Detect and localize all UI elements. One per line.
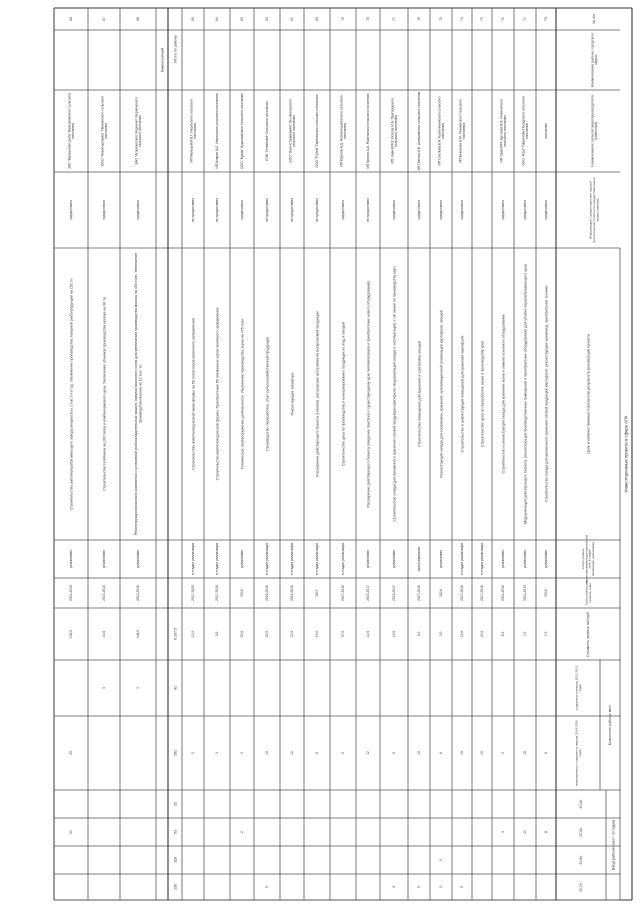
row-70-status: реализован: [544, 550, 549, 568]
row-76-planned: 10: [417, 751, 422, 755]
row-76-year-2017г.: 5: [417, 886, 422, 888]
header-year-2014г.: 2014г.: [579, 799, 584, 809]
row-77-term: 2015-2017: [392, 585, 397, 601]
row-85-info: не предоставил: [191, 197, 196, 223]
header-org: Наименование сельхозтоваропроизводителя(инвестора): [590, 95, 599, 167]
row-86-no: 86: [136, 17, 141, 21]
row-73-no: 73: [480, 17, 485, 21]
row-81-planned: 12: [290, 751, 295, 755]
row-78-status: реализован: [366, 550, 371, 568]
subtotal-year-2014г.: 23: [173, 802, 178, 806]
row-79-no: 79: [341, 17, 346, 21]
row-70-cost: 7,0: [544, 631, 549, 637]
investment-table: [54, 8, 632, 900]
row-74-year-2017г.: 5: [460, 886, 465, 888]
row-81-goal: Реконструкция элеватора: [290, 372, 295, 416]
row-80-cost: 10,0: [315, 630, 320, 638]
row-85-goal: Строительство животноводческой мини-фермы на 50 голов коров молочного направления: [191, 318, 196, 470]
row-82-goal: Производство, переработка, сбыт сельскохозяйственной продукции: [265, 337, 270, 451]
row-88-year-2015г.: 20: [69, 830, 74, 834]
row-82-org: СПК "Ленинский" Сельского поселения: [265, 101, 270, 161]
row-70-info: предоставил: [544, 200, 549, 220]
row-88-org: ЗАО "Камешково рыба" Камешковского сельскогопоселения: [67, 92, 76, 170]
row-86-created: 3: [136, 687, 141, 689]
row-71-status: реализован: [523, 550, 528, 568]
row-87-created: 5: [102, 687, 107, 689]
row-81-info: не предоставил: [290, 197, 295, 223]
row-80-no: 80: [315, 17, 320, 21]
row-86-goal: Реконструкция молочного комплекса с установкой рыбоохладительных машин. Закупка молочного скота для увеличения производства молока на 450 тонн. Увеличениепроизводства молока на 12 тыс. тн: [134, 252, 143, 536]
row-83-no: 83: [240, 17, 245, 21]
row-80-org: ООО "Рубеж" Гарбовского сельского поселения: [315, 94, 320, 168]
subtotal-year-2017г.: 136: [173, 884, 178, 890]
row-74-no: 74: [460, 17, 465, 21]
row-82-cost: 40,0: [265, 630, 270, 638]
row-71-cost: 7,0: [523, 631, 528, 637]
header-info: Информация о предоставлении годовойбухгалтерской отчетности (предоставлена/непредоставлена): [588, 177, 600, 243]
row-72-info: предоставил: [501, 200, 506, 220]
row-73-status: в стадии реализации: [480, 542, 485, 576]
row-75-term: 2016: [439, 589, 444, 597]
row-84-org: ИП Азаров А.С. Нерльского сельского поселения: [215, 93, 220, 169]
row-87-no: 87: [102, 17, 107, 21]
row-74-goal: Строительство и реконструкция помещений для хранения картофеля: [460, 335, 465, 453]
header-jobs-planned: планируемых к созданию в период 2014-2020годах: [574, 720, 582, 786]
row-83-year-2015г.: 2: [240, 831, 245, 833]
row-83-planned: 2: [240, 752, 245, 754]
row-84-info: не предоставил: [215, 197, 220, 223]
row-71-goal: Модернизация действующего бизнеса, реконструкция производственных помещений и приобретение оборудования для убойно-перерабатывающего цеха: [523, 264, 528, 524]
row-75-no: 75: [439, 17, 444, 21]
row-72-no: 72: [501, 17, 506, 21]
row-71-year-2015г.: 10: [523, 830, 528, 834]
row-72-year-2015г.: 3: [501, 831, 506, 833]
row-81-term: 2016-2018: [290, 585, 295, 601]
row-81-cost: 12,0: [290, 630, 295, 638]
row-70-org: поселение: [544, 122, 549, 140]
row-83-status: реализован: [240, 550, 245, 568]
row-75-goal: Реконструкция склада для сортировки, хранения, культивационной реализации картофеля, овощей: [439, 310, 444, 478]
row-80-status: в стадии реализации: [315, 542, 320, 576]
row-79-planned: 5: [341, 752, 346, 754]
row-76-term: 2017-2018: [417, 585, 422, 601]
row-88-goal: Строительство рыбоперерабатывающего завода мощностью 1 тыс.тн в год. Увеличение производства товарной рыбопродукции на 152 тн.: [69, 277, 74, 511]
row-71-term: 2014-2015: [523, 585, 528, 601]
row-70-no: 70: [544, 17, 549, 21]
row-78-org: ИП Кротов А.А. Раменского сельского поселения: [366, 93, 371, 169]
row-81-status: в стадии реализации: [290, 542, 295, 576]
row-76-cost: 5,0: [417, 631, 422, 637]
row-70-year-2015г.: 8: [544, 831, 549, 833]
header-district: Наименование района, городскогоокруга: [590, 32, 599, 88]
row-78-info: не предоставил: [366, 197, 371, 223]
row-88-cost: 100,0: [69, 629, 74, 639]
header-year-2017г.: 2017г.: [579, 882, 584, 892]
row-87-org: ООО "Новоподгорное" Пенкинского сельскогопоселения: [100, 95, 109, 167]
row-83-info: предоставил: [240, 200, 245, 220]
row-85-planned: 2: [191, 752, 196, 754]
row-86-cost: 146,0: [136, 629, 141, 639]
row-71-planned: 10: [523, 751, 528, 755]
row-82-info: не предоставил: [265, 197, 270, 223]
header-cost: Стоимость проекта, млн руб.: [586, 611, 591, 657]
row-72-planned: 3: [501, 752, 506, 754]
row-75-cost: 3,0: [439, 631, 444, 637]
row-86-org: ЗАО "Агрокомплекс Мурмино" Мурминскогосельского поселения: [134, 97, 143, 165]
row-83-org: ООО "Кураж" Курышовского сельского поселения: [240, 92, 245, 170]
row-83-goal: Техническое перевооружение деятельности. Увеличение производства зерна на 475 тонн: [240, 318, 245, 470]
row-75-planned: 6: [439, 752, 444, 754]
row-72-org: ИП глава КФХ Щеглова В.А. Лежневскогосельского поселения: [499, 99, 508, 163]
row-79-goal: Строительство цеха по производству и консервированию продукции из ягод и овощей: [341, 321, 346, 467]
row-74-status: в стадии реализации: [460, 542, 465, 576]
row-88-term: 2014-2015: [69, 585, 74, 601]
row-81-org: ООО "Агро-Страхование" Кесовогорскогосельского поселения: [288, 99, 297, 163]
row-76-info: предоставил: [417, 200, 422, 220]
row-79-cost: 37,0: [341, 630, 346, 638]
row-85-cost: 12,0: [191, 630, 196, 638]
header-intro-group: Ввод рабочих мест по годам: [611, 819, 616, 871]
row-80-planned: 5: [315, 752, 320, 754]
row-83-cost: 20,0: [240, 630, 245, 638]
row-74-planned: 10: [460, 751, 465, 755]
row-70-goal: Строительство склада для временного хранения готовой продукции картофеля, реконструкция хранилищ, приобретение техники: [544, 285, 549, 503]
row-74-term: 2017-2018: [460, 585, 465, 601]
row-74-org: ИП Бекезина А.М. Лежневского сельскогопоселения: [458, 99, 467, 163]
row-77-year-2017г.: 4: [392, 886, 397, 888]
row-87-cost: 10,0: [102, 630, 107, 638]
row-82-status: в стадии реализации: [265, 542, 270, 576]
row-77-no: 77: [392, 17, 397, 21]
row-87-info: предоставил: [102, 200, 107, 220]
row-77-info: предоставил: [392, 200, 397, 220]
row-80-goal: Расширение действующего бизнеса (техника), расширение ассортимента выпускаемой продукции: [315, 311, 320, 477]
district-name-kameshkovsky: Камешковский: [160, 47, 165, 73]
row-78-cost: 12,0: [366, 630, 371, 638]
row-84-cost: 5,5: [215, 631, 220, 637]
row-73-cost: 40,0: [480, 630, 485, 638]
row-83-term: 2015: [240, 589, 245, 597]
subtotal-cost: 6 297,5: [173, 628, 178, 640]
row-77-planned: 5: [392, 752, 397, 754]
row-87-term: 2013-2015: [102, 585, 107, 601]
row-76-status: проектирование: [417, 546, 422, 572]
row-74-info: предоставил: [460, 200, 465, 220]
row-84-term: 2017-2018: [215, 585, 220, 601]
row-86-status: реализован: [136, 550, 141, 568]
row-77-cost: 15,0: [392, 630, 397, 638]
row-71-info: предоставил: [523, 200, 528, 220]
row-84-status: в стадии реализации: [215, 542, 220, 576]
row-79-info: предоставил: [341, 200, 346, 220]
row-86-term: 2013-2016: [136, 585, 141, 601]
row-86-info: предоставил: [136, 200, 141, 220]
row-75-year-2017г.: 3: [439, 886, 444, 888]
subtotal-year-2016г.: 118: [173, 857, 178, 863]
row-85-status: в стадии реализации: [191, 542, 196, 576]
header-term: Срок реализациипроекта, годы: [584, 580, 592, 606]
row-82-planned: 10: [265, 751, 270, 755]
row-77-org: ИП глава К(Ф)Х Осипов И.А. Пригородногосельского поселения: [390, 98, 399, 164]
subtotal-label: Итого по району: [173, 35, 178, 63]
row-81-no: 81: [290, 17, 295, 21]
header-year-2016г.: 2016г.: [579, 855, 584, 865]
row-84-no: 84: [215, 17, 220, 21]
row-78-term: 2015-2017: [366, 585, 371, 601]
row-76-goal: Строительство помещения для хранения и сортировки овощей: [417, 341, 422, 447]
row-72-goal: Строительство и реконструкция склада для хранения зерна и замена основного оборудования: [501, 314, 506, 474]
subtotal-jobs-created: 91: [173, 686, 178, 690]
row-87-status: реализован: [102, 550, 107, 568]
row-71-no: 71: [523, 17, 528, 21]
row-73-goal: Строительство цеха по переработке зерна и производству круп: [480, 340, 485, 448]
row-76-no: 76: [417, 17, 422, 21]
row-76-org: ИП Попова И.В. Шекшовского сельского поселения: [417, 91, 422, 171]
row-77-status: реализован: [392, 550, 397, 568]
row-75-status: реализован: [439, 550, 444, 568]
header-goal: Цель и количественные показатели результата реализации проекта: [586, 333, 591, 455]
header-year-2015г.: 2015г.: [579, 827, 584, 837]
row-80-term: 2017: [315, 589, 320, 597]
row-84-goal: Строительство животноводческой фермы. Приобретение 50 племенных коров молочного направления: [215, 307, 220, 481]
row-79-term: 2017-2018: [341, 585, 346, 601]
subtotal-jobs-planned: 391: [173, 750, 178, 756]
row-80-info: не предоставил: [315, 197, 320, 223]
row-75-info: предоставил: [439, 200, 444, 220]
row-85-org: ИП Мальцевой В.Г. Нерльского сельскогопоселения: [189, 99, 198, 163]
subtotal-year-2015г.: 53: [173, 830, 178, 834]
row-73-term: 2017-2018: [480, 585, 485, 601]
row-78-goal: Расширение действующего бизнеса (введение пристроя к существующему цеху пиломатериала и приобретение нового оборудования): [366, 280, 371, 508]
header-jobs-group: Количество рабочих мест: [608, 704, 613, 746]
row-78-planned: 12: [366, 751, 371, 755]
header-no: № п/п: [592, 14, 597, 24]
row-77-goal: Строительство склада для временного хранения готовой продукции картофеля, модернизация склада в эксплуатацию 2-ой линии по производству круп: [392, 266, 397, 522]
row-78-no: 78: [366, 17, 371, 21]
row-85-term: 2017-2020: [191, 585, 196, 601]
row-71-org: ООО "Агро" Гаврилово-Посадского сельскогопоселения: [521, 96, 530, 166]
row-72-cost: 6,5: [501, 631, 506, 637]
row-73-planned: 10: [480, 751, 485, 755]
row-82-year-2017г.: 5: [265, 886, 270, 888]
row-87-goal: Строительство телятника на 200 голов и комбикормового цеха. Увеличение объемов производства молока на 90 тн: [102, 297, 107, 491]
row-75-org: ИП Смелова В.Н. Кузнечихинского сельскогопоселения: [437, 96, 446, 166]
row-88-planned: 20: [69, 751, 74, 755]
header-jobs-created: созданных в период 2011-2013годах: [574, 665, 582, 711]
row-88-info: предоставил: [69, 200, 74, 220]
row-70-term: 2015: [544, 589, 549, 597]
row-84-planned: 3: [215, 752, 220, 754]
row-72-status: реализован: [501, 550, 506, 568]
header-status: Статус проекта(проектирование/подготовительныйэтап, в стадииреализации, реализован): [581, 534, 596, 584]
row-82-no: 82: [265, 17, 270, 21]
row-70-planned: 8: [544, 752, 549, 754]
table-title: Инвестиционные проекты в сфере АПК: [623, 415, 629, 493]
row-85-no: 85: [191, 17, 196, 21]
row-72-term: 2014-2016: [501, 585, 506, 601]
row-75-year-2016г.: 3: [439, 859, 444, 861]
row-82-term: 2016-2018: [265, 585, 270, 601]
row-79-status: в стадии реализации: [341, 542, 346, 576]
row-79-org: ИП Кругова А.Д. Новоклязьминского сельскогопоселения: [339, 95, 348, 167]
row-88-status: реализован: [69, 550, 74, 568]
row-74-cost: 10,0: [460, 630, 465, 638]
row-88-no: 88: [69, 17, 74, 21]
